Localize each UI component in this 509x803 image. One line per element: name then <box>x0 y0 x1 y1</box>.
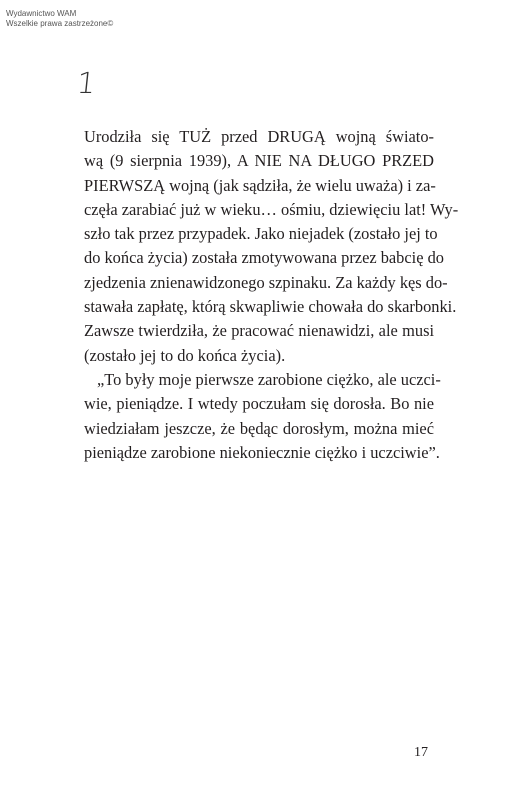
text-line: stawała zapłatę, którą skwapliwie chowała do skarbonki. <box>84 297 457 317</box>
paragraph <box>84 125 459 368</box>
text-line: „To były moje pierwsze zarobione ciężko, ale uczci- <box>97 369 441 389</box>
text-line: wie, pieniądze. I wtedy poczułam się dorosła. Bo nie <box>84 394 434 414</box>
publisher-watermark <box>6 9 113 29</box>
text-line: wą (9 sierpnia 1939), A NIE NA DŁUGO PRZED <box>84 151 434 171</box>
text-line: zjedzenia znienawidzonego szpinaku. Za każdy kęs do- <box>84 272 448 292</box>
text-line: pieniądze zarobione niekoniecznie ciężko i uczciwie”. <box>84 442 440 462</box>
chapter-number: 1 <box>75 66 98 100</box>
text-line: wiedziałam jeszcze, że będąc dorosłym, można mieć <box>84 418 434 438</box>
text-line: Urodziła się TUŻ przed DRUGĄ wojną świato- <box>84 127 434 146</box>
chapter-body <box>84 125 459 465</box>
text-line: (zostało jej to do końca życia). <box>84 345 286 365</box>
text-line: szło tak przez przypadek. Jako niejadek (zostało jej to <box>84 224 438 244</box>
text-line: do końca życia) została zmotywowana przez babcię do <box>84 248 444 268</box>
text-line: PIERWSZĄ wojną (jak sądziła, że wielu uważa) i za- <box>84 175 436 195</box>
publisher-name: Wydawnictwo WAM <box>6 9 77 18</box>
text-line: częła zarabiać już w wieku… ośmiu, dziewięciu lat! Wy- <box>84 199 459 219</box>
text-line: Zawsze twierdziła, że pracować nienawidzi, ale musi <box>84 321 434 341</box>
paragraph <box>84 368 441 465</box>
page-number: 17 <box>414 745 428 760</box>
rights-notice: Wszelkie prawa zastrzeżone© <box>6 19 114 28</box>
